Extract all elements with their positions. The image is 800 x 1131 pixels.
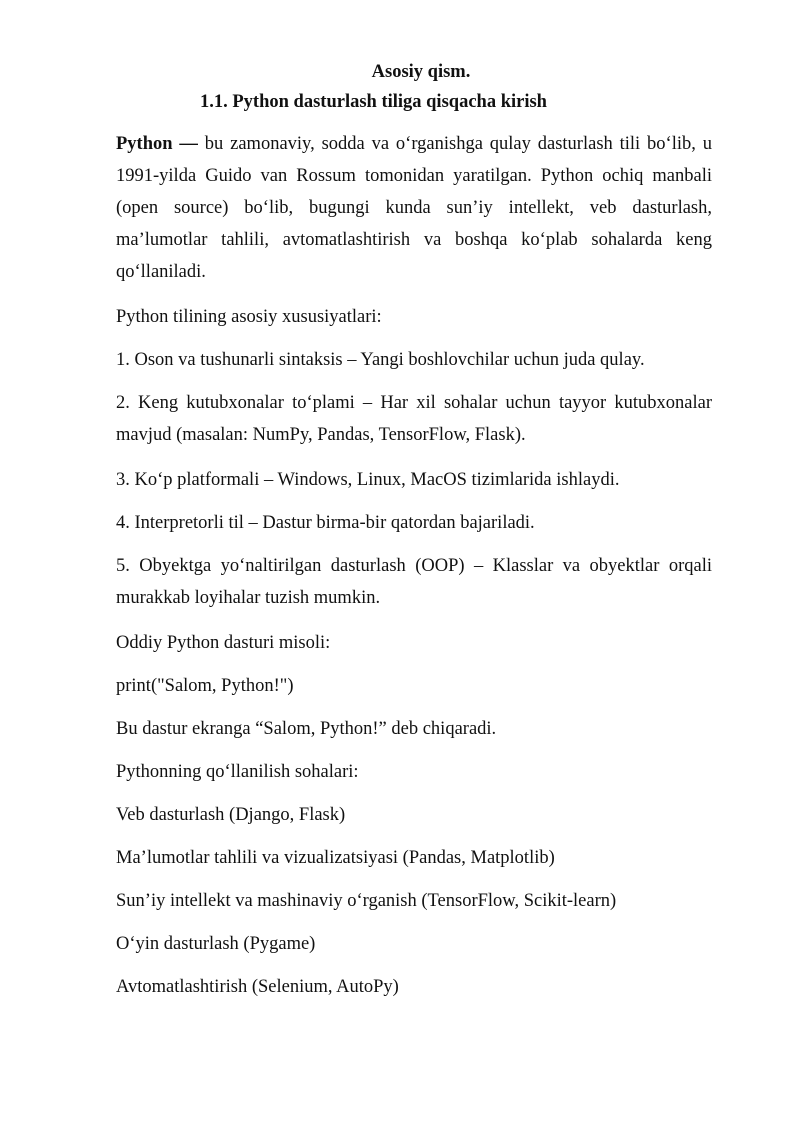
example-heading: Oddiy Python dasturi misoli:: [116, 633, 331, 653]
code-line: print("Salom, Python!"): [116, 676, 294, 696]
subsection-title: 1.1. Python dasturlash tiliga qisqacha kirish: [200, 92, 547, 112]
feature-item: 3. Ko‘p platformali – Windows, Linux, MacOS tizimlarida ishlaydi.: [116, 470, 620, 490]
intro-text: bu zamonaviy, sodda va o‘rganishga qulay dasturlash tili bo‘lib, u 1991-yilda Guido van Rossum tomonidan yaratilgan. Python ochiq manbali (open source) bo‘lib, bugungi kunda sun’iy intellekt, veb dasturlash, ma’lumotlar tahlili, avtomatlashtirish va boshqa ko‘plab sohalarda keng qo‘llaniladi.: [116, 134, 712, 282]
document-page: [116, 58, 712, 1014]
use-item: Ma’lumotlar tahlili va vizualizatsiyasi (Pandas, Matplotlib): [116, 848, 555, 868]
use-item: Veb dasturlash (Django, Flask): [116, 805, 346, 825]
example-output: Bu dastur ekranga “Salom, Python!” deb chiqaradi.: [116, 719, 497, 739]
use-item: Sun’iy intellekt va mashinaviy o‘rganish (TensorFlow, Scikit-learn): [116, 891, 617, 911]
intro-paragraph: [116, 128, 712, 288]
intro-lead: Python —: [116, 134, 198, 154]
feature-item: 5. Obyektga yo‘naltirilgan dasturlash (OOP) – Klasslar va obyektlar orqali murakkab loyihalar tuzish mumkin.: [116, 556, 712, 608]
feature-item: 1. Oson va tushunarli sintaksis – Yangi boshlovchilar uchun juda qulay.: [116, 350, 645, 370]
feature-item: 2. Keng kutubxonalar to‘plami – Har xil sohalar uchun tayyor kutubxonalar mavjud (masalan: NumPy, Pandas, TensorFlow, Flask).: [116, 393, 712, 445]
features-heading: Python tilining asosiy xususiyatlari:: [116, 307, 382, 327]
feature-item: 4. Interpretorli til – Dastur birma-bir qatordan bajariladi.: [116, 513, 535, 533]
section-title: Asosiy qism.: [371, 62, 471, 82]
uses-heading: Pythonning qo‘llanilish sohalari:: [116, 762, 359, 782]
use-item: O‘yin dasturlash (Pygame): [116, 934, 316, 954]
use-item: Avtomatlashtirish (Selenium, AutoPy): [116, 977, 399, 997]
